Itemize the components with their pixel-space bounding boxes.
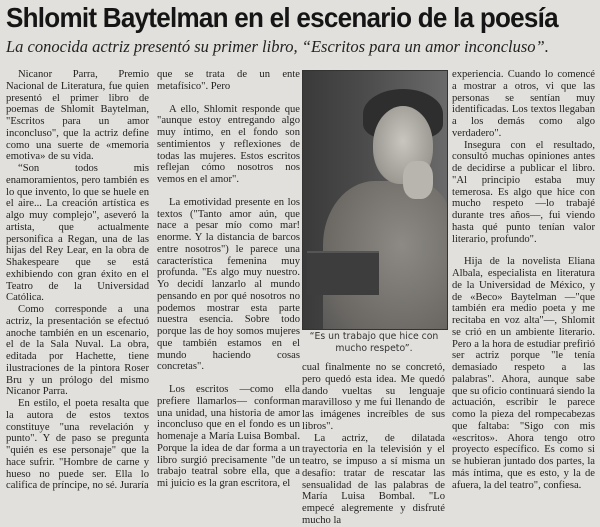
paragraph: A ello, Shlomit responde que "aunque estoy entregando algo muy íntimo, en el fondo son sentimientos y reflexiones de todas las mujeres. Estos escritos reflejan cómo nosotros nos vemos en el amor". bbox=[157, 103, 300, 185]
paragraph: La emotividad presente en los textos ("Tanto amor aún, que nace a pesar mío como mar! enorme. Y la distancia de barcos entre nosotros") le parece una característica femenina muy profunda. "Es algo muy nuestro. Yo decidí lanzarlo al mundo pensando en por qué nosotros no podemos mostrar esta parte nuestra esencia. Sobre todo porque las de hoy somos mujeres que también estamos en el mundo haciendo cosas concretas". bbox=[157, 196, 300, 373]
paragraph: Insegura con el resultado, consultó muchas opiniones antes de decidirse a publicar el libro. "Al principio estaba muy temerosa. Es algo que hice con mucho respeto —lo trabajé durante tres años—, fui viendo hasta qué punto tenían valor literario, profundo". bbox=[452, 139, 595, 245]
subheadline: La conocida actriz presentó su primer libro, “Escritos para un amor inconcluso”. bbox=[6, 37, 549, 56]
paragraph: Como corresponde a una actriz, la presentación se efectuó anoche también en un escenario, el de la Sala Nuval. La obra, editada por Hachette, tiene ilustraciones de la pintora Roser Bru y un prólogo del mismo Nicanor Parra. bbox=[6, 304, 149, 398]
headline: Shlomit Baytelman en el escenario de la poesía bbox=[6, 2, 558, 33]
paragraph: Hija de la novelista Eliana Albala, especialista en literatura de la Universidad de México, y de «Beco» Baytelman —"que también era medio poeta y me recitaba en voz alta"—, Shlomit se crió en un ambiente literario. Pero a la hora de estudiar prefirió ser actriz porque "le tenía demasiado respeto a las palabras". Ahora, aunque sabe que su oficio continuará siendo la actuación, escribir le parece como la pieza del rompecabezas que faltaba: "Sigo con mis «escritos». Ahora tengo otro proyecto específico. Es como si se hubieran juntado dos partes, la más íntima, que es esto, y la de afuera, la del teatro", confiesa. bbox=[452, 256, 595, 491]
paragraph: En estilo, el poeta resalta que la autora de estos textos constituye "una revelación y punto". Y de paso se pregunta "quién es ese personaje" que la hace sufrir. "Hombre de carne y hueso no puede ser. Ella lo califica de príncipe, no sé. Juraría bbox=[6, 398, 149, 492]
paragraph: Los escritos —como ella prefiere llamarlos— conforman una unidad, una historia de amor inconcluso que en el fondo es un homenaje a María Luisa Bombal. Porque la idea de dar forma a un libro surgió precisamente "de un trabajo teatral sobre ella, que a mi juicio es la gran escritora, el bbox=[157, 384, 300, 489]
paragraph: cual finalmente no se concretó, pero quedó esta idea. Me quedó dando vueltas su lenguaje maravilloso y me fui llenando de las imágenes increíbles de sus libros". bbox=[302, 362, 445, 432]
article-column-2 bbox=[157, 69, 300, 490]
paragraph: experiencia. Cuando lo comencé a mostrar a otros, vi que las personas se sentían muy identificadas. Los textos llegaban a los demás como algo verdadero". bbox=[452, 69, 595, 139]
article-column-3 bbox=[302, 362, 445, 527]
paragraph: La actriz, de dilatada trayectoria en la televisión y el teatro, se impuso a sí misma un desafío: tratar de rescatar las sensualidad de las palabras de María Luisa Bombal. "Lo empecé alegremente y disfruté mucho la bbox=[302, 432, 445, 526]
paragraph: Nicanor Parra, Premio Nacional de Literatura, fue quien presentó el primer libro de poemas de Shlomit Baytelman, "Escritos para un amor inconcluso", que la actriz define como una suerte de «memoria emotiva» de su vida. bbox=[6, 69, 149, 163]
typewriter bbox=[307, 251, 379, 295]
article-column-1 bbox=[6, 69, 149, 492]
photo-caption: “Es un trabajo que hice con mucho respeto”. bbox=[309, 331, 439, 354]
article-column-4 bbox=[452, 69, 595, 491]
paragraph: “Son todos mis enamoramientos, pero también es lo que invento, lo que se huele en el aire... La creación artística es algo muy complejo", aseveró la artista, que actualmente personifica a Regan, una de las hijas del Rey Lear, en la obra de Shakespeare que se está exhibiendo con gran éxito en el Teatro de la Universidad Católica. bbox=[6, 163, 149, 304]
portrait-photo bbox=[302, 70, 448, 330]
paragraph: que se trata de un ente metafísico". Pero bbox=[157, 69, 300, 92]
